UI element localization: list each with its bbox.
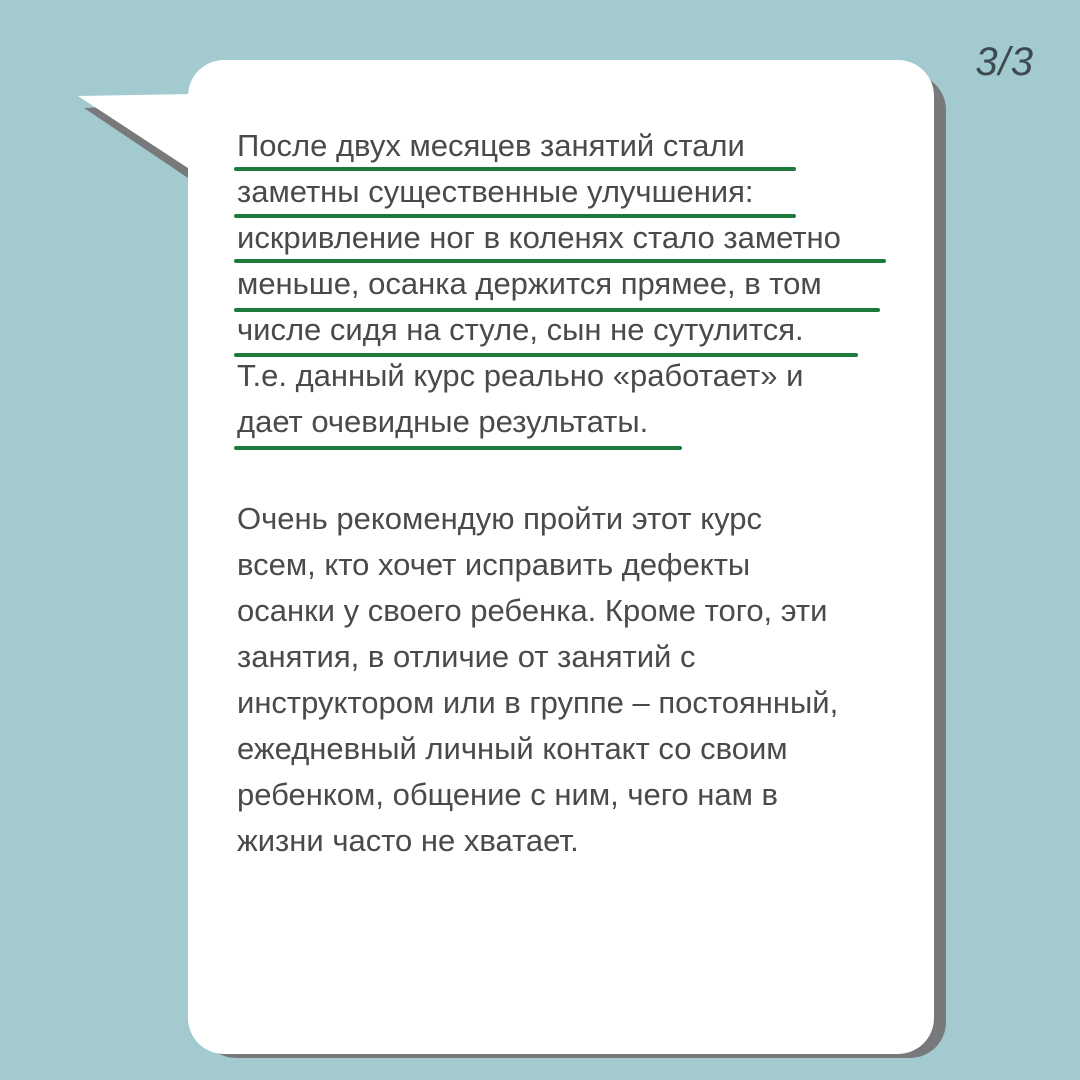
page-counter: 3/3 [975,40,1034,84]
paragraph-line: меньше, осанка держится прямее, в том [237,266,822,301]
paragraph-line: жизни часто не хватает. [237,823,579,858]
paragraph-line: осанки у своего ребенка. Кроме того, эти [237,593,828,628]
paragraph-line: заметны существенные улучшения: [237,174,754,209]
paragraph-line: всем, кто хочет исправить дефекты [237,547,751,582]
paragraph-line: занятия, в отличие от занятий с [237,639,696,674]
paragraph-line: искривление ног в коленях стало заметно [237,220,841,255]
paragraph-line: дает очевидные результаты. [237,404,649,439]
review-paragraph-recommendation [237,496,917,864]
paragraph-line: инструктором или в группе – постоянный, [237,685,839,720]
paragraph-line: ребенком, общение с ним, чего нам в [237,777,778,812]
paragraph-line: ежедневный личный контакт со своим [237,731,788,766]
paragraph-line: числе сидя на стуле, сын не сутулится. [237,312,804,347]
paragraph-line: Т.е. данный курс реально «работает» и [237,358,804,393]
review-paragraph-results [237,123,917,445]
highlight-underline [234,446,682,450]
paragraph-line: После двух месяцев занятий стали [237,128,745,163]
paragraph-line: Очень рекомендую пройти этот курс [237,501,763,536]
